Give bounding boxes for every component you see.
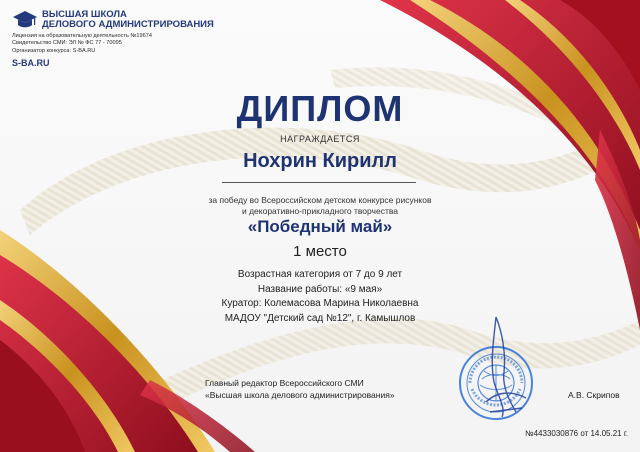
diploma-title: ДИПЛОМ (236, 88, 404, 129)
license-text: Лицензия на образовательную деятельность №19674 (12, 33, 152, 39)
org-name (42, 10, 214, 30)
organizer-text: Организатор конкурса: S-BA.RU (12, 47, 96, 54)
school-name: МАДОУ "Детский сад №12", г. Камышлов (224, 312, 416, 324)
name-underline (222, 182, 416, 183)
award-reason (0, 195, 640, 217)
age-category: Возрастная категория от 7 до 9 лет (237, 269, 403, 280)
editor-line1: Главный редактор Всероссийского СМИ (205, 378, 364, 388)
curator-name: Куратор: Колемасова Марина Николаевна (221, 298, 419, 309)
media-cert-text: Свидетельство СМИ: ЭЛ № ФС 77 - 70095 (12, 40, 122, 47)
contest-name: «Победный май» (247, 217, 393, 236)
work-title: Название работы: «9 мая» (257, 283, 383, 295)
org-credentials (12, 33, 242, 55)
awarded-label: НАГРАЖДАЕТСЯ (280, 134, 360, 144)
logo-row (12, 10, 242, 30)
signer-name: А.В. Скрипов (568, 390, 620, 400)
editor-credit (205, 378, 395, 401)
editor-line2: «Высшая школа делового администрирования» (205, 389, 395, 400)
place-text: 1 место (293, 243, 347, 260)
org-name-line1: ВЫСШАЯ ШКОЛА (42, 9, 127, 20)
award-reason-line1: за победу во Всероссийском детском конкурсе рисунков (208, 195, 432, 205)
graduation-cap-icon (12, 10, 38, 30)
diploma-number: №4433030876 от 14.05.21 г. (525, 429, 628, 438)
handwritten-signature (476, 312, 536, 422)
award-reason-line2: и декоративно-прикладного творчества (241, 206, 398, 216)
site-link[interactable]: S-BA.RU (12, 58, 50, 69)
participant-details (0, 268, 640, 326)
recipient-name: Нохрин Кирилл (243, 150, 397, 172)
organization-header (12, 10, 242, 68)
org-name-line2: ДЕЛОВОГО АДМИНИСТРИРОВАНИЯ (42, 19, 214, 30)
